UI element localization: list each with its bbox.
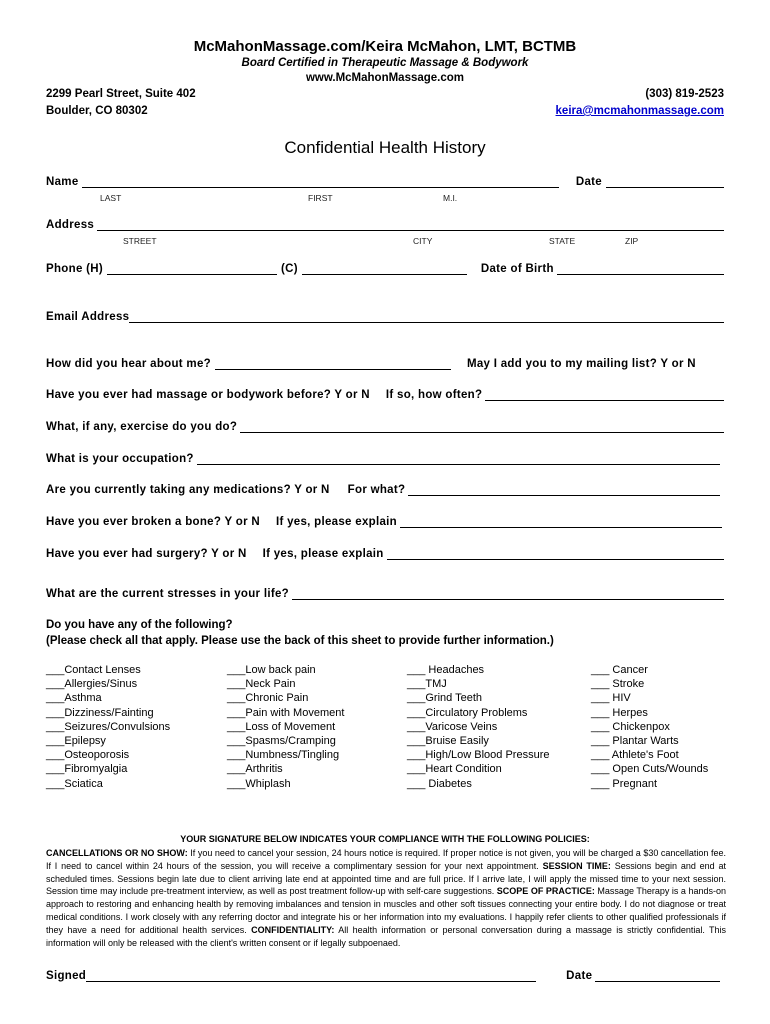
session-policy-text: Sessions begin and end at scheduled times. Sessions begin late due to client arriving late end at appointed time and are full price. If I arrive late, I will apply the missed time to your next session. Session time may include pre-treatment interview, as well as post treatment follow-up with self-care suggestions. — [46, 860, 726, 897]
address-sub-city: CITY — [413, 236, 433, 246]
signature-date-label: Date — [566, 970, 593, 982]
how-often-field[interactable] — [485, 389, 724, 401]
mailing-question: May I add you to my mailing list? Y or N — [466, 358, 696, 370]
signed-label: Signed — [46, 970, 87, 982]
phone-cell-label: (C) — [281, 263, 298, 275]
confidentiality-policy-text: All health information or personal conversation during a massage is strictly confidential. This information will only be released with the client's written consent or if legally subpoenaed. — [46, 924, 726, 948]
condition-checkbox[interactable]: ___ HIV — [591, 692, 631, 705]
conditions-column-3 — [407, 663, 549, 791]
name-label: Name — [46, 176, 79, 188]
exercise-label: What, if any, exercise do you do? — [46, 421, 238, 433]
condition-checkbox[interactable]: ___Asthma — [46, 692, 102, 705]
email-label: Email Address — [46, 311, 130, 323]
scope-policy-label: SCOPE OF PRACTICE: — [496, 886, 595, 897]
city-address: Boulder, CO 80302 — [46, 105, 148, 117]
address-sub-zip: ZIP — [625, 236, 639, 246]
condition-checkbox[interactable]: ___TMJ — [407, 678, 447, 691]
conditions-column-4 — [591, 663, 708, 791]
occupation-label: What is your occupation? — [46, 453, 194, 465]
condition-checkbox[interactable]: ___ Chickenpox — [591, 720, 670, 733]
name-sub-first: FIRST — [308, 193, 333, 203]
condition-checkbox[interactable]: ___ Headaches — [407, 664, 485, 676]
surgery-explain-field[interactable] — [387, 548, 724, 560]
stresses-field[interactable] — [292, 588, 724, 600]
name-row — [46, 176, 724, 188]
name-sub-last: LAST — [100, 193, 122, 203]
condition-checkbox[interactable]: ___ Cancer — [591, 664, 648, 676]
phone-cell-field[interactable] — [302, 263, 467, 275]
confidentiality-policy-label: CONFIDENTIALITY: — [251, 924, 335, 935]
stresses-label: What are the current stresses in your life? — [46, 588, 289, 600]
dob-field[interactable] — [557, 263, 724, 275]
policies-text — [46, 847, 726, 949]
condition-checkbox[interactable]: ___ Stroke — [591, 678, 645, 691]
email-row — [46, 311, 724, 323]
broken-explain-field[interactable] — [400, 516, 722, 528]
practice-title: McMahonMassage.com/Keira McMahon, LMT, BCTMB — [193, 38, 577, 55]
condition-checkbox[interactable]: ___ Plantar Warts — [591, 735, 679, 748]
cancel-policy-text: If you need to cancel your session, 24 hours notice is required. If proper notice is not given, you will be charged a $30 cancellation fee. If I need to cancel within 24 hours of the session, you will receive a complimentary session for your next appointment. — [46, 848, 726, 871]
for-what-field[interactable] — [408, 484, 720, 496]
condition-checkbox[interactable]: ___Varicose Veins — [407, 720, 498, 733]
condition-checkbox[interactable]: ___Dizziness/Fainting — [46, 706, 154, 719]
cancel-policy-label: CANCELLATIONS OR NO SHOW: — [46, 848, 188, 858]
signature-date-field[interactable] — [595, 970, 720, 982]
condition-checkbox[interactable]: ___Osteoporosis — [46, 749, 130, 762]
practice-email-link[interactable]: keira@mcmahonmassage.com — [555, 105, 724, 117]
condition-checkbox[interactable]: ___Loss of Movement — [227, 720, 336, 733]
condition-checkbox[interactable]: ___Grind Teeth — [407, 692, 483, 705]
conditions-question: Do you have any of the following? — [46, 619, 233, 631]
policies-heading: YOUR SIGNATURE BELOW INDICATES YOUR COMPLIANCE WITH THE FOLLOWING POLICIES: — [180, 834, 590, 844]
date-field[interactable] — [606, 176, 724, 188]
street-address: 2299 Pearl Street, Suite 402 — [46, 88, 196, 100]
condition-checkbox[interactable]: ___ Open Cuts/Wounds — [591, 763, 709, 776]
condition-checkbox[interactable]: ___Epilepsy — [46, 735, 106, 748]
condition-checkbox[interactable]: ___Spasms/Cramping — [227, 735, 336, 748]
stresses-row — [46, 588, 724, 600]
practice-website: www.McMahonMassage.com — [305, 72, 465, 84]
signature-field[interactable] — [86, 970, 536, 982]
condition-checkbox[interactable]: ___Numbness/Tingling — [227, 749, 340, 762]
conditions-instruction: (Please check all that apply. Please use the back of this sheet to provide further information.) — [46, 635, 554, 647]
condition-checkbox[interactable]: ___ Herpes — [591, 706, 648, 719]
conditions-column-1 — [46, 663, 170, 791]
phone-home-label: Phone (H) — [46, 263, 103, 275]
broken-bone-label: Have you ever broken a bone? Y or N — [46, 516, 260, 528]
condition-checkbox[interactable]: ___Bruise Easily — [407, 735, 489, 748]
condition-checkbox[interactable]: ___Heart Condition — [407, 763, 502, 776]
hear-label: How did you hear about me? — [46, 358, 211, 370]
practice-subtitle: Board Certified in Therapeutic Massage & Bodywork — [241, 57, 529, 69]
name-sub-mi: M.I. — [443, 193, 458, 203]
condition-checkbox[interactable]: ___ Athlete's Foot — [591, 749, 679, 762]
condition-checkbox[interactable]: ___Arthritis — [227, 763, 283, 776]
broken-explain-label: If yes, please explain — [275, 516, 397, 528]
dob-label: Date of Birth — [480, 263, 554, 275]
condition-checkbox[interactable]: ___Pain with Movement — [227, 706, 345, 719]
hear-field[interactable] — [215, 358, 451, 370]
session-policy-label: SESSION TIME: — [542, 860, 611, 871]
address-row — [46, 219, 724, 231]
medications-row — [46, 484, 720, 496]
surgery-explain-label: If yes, please explain — [262, 548, 384, 560]
condition-checkbox[interactable]: ___High/Low Blood Pressure — [407, 749, 550, 762]
condition-checkbox[interactable]: ___Sciatica — [46, 777, 103, 790]
condition-checkbox[interactable]: ___ Diabetes — [407, 777, 472, 790]
condition-checkbox[interactable]: ___Chronic Pain — [227, 692, 309, 705]
surgery-label: Have you ever had surgery? Y or N — [46, 548, 247, 560]
medications-label: Are you currently taking any medications? Y or N — [46, 484, 330, 496]
practice-phone: (303) 819-2523 — [645, 88, 724, 100]
address-field[interactable] — [97, 219, 724, 231]
condition-checkbox[interactable]: ___Fibromyalgia — [46, 763, 128, 776]
form-title: Confidential Health History — [284, 138, 486, 157]
surgery-row — [46, 548, 724, 560]
email-field[interactable] — [129, 311, 724, 323]
massage-before-label: Have you ever had massage or bodywork before? Y or N — [46, 389, 370, 401]
how-often-label: If so, how often? — [385, 389, 483, 401]
occupation-field[interactable] — [197, 453, 720, 465]
address-label: Address — [46, 219, 95, 231]
conditions-column-2 — [227, 663, 344, 791]
condition-checkbox[interactable]: ___Whiplash — [227, 777, 291, 790]
address-sub-state: STATE — [549, 236, 576, 246]
for-what-label: For what? — [347, 484, 406, 496]
condition-checkbox[interactable]: ___Allergies/Sinus — [46, 678, 138, 691]
scope-policy-text: Massage Therapy is a hands-on approach to restoring and enhancing health by removing imbalances and tension in muscles and other soft tissues connecting your entire body. I do not diagnose or treat medical conditions. I work closely with any referring doctor and integrate his or her information into my evaluations. I happily refer clients to other qualified professionals if they have a need for additional health services. — [46, 886, 726, 935]
occupation-row — [46, 453, 720, 465]
date-label: Date — [575, 176, 602, 188]
condition-checkbox[interactable]: ___Neck Pain — [227, 678, 296, 691]
massage-before-row — [46, 389, 724, 401]
condition-checkbox[interactable]: ___ Pregnant — [591, 777, 658, 790]
exercise-row — [46, 421, 724, 433]
broken-bone-row — [46, 516, 722, 528]
signature-row — [46, 970, 724, 982]
hear-row — [46, 358, 724, 370]
condition-checkbox[interactable]: ___Seizures/Convulsions — [46, 720, 171, 733]
phone-row — [46, 263, 724, 275]
condition-checkbox[interactable]: ___Circulatory Problems — [407, 706, 528, 719]
exercise-field[interactable] — [240, 421, 724, 433]
address-sub-street: STREET — [123, 236, 157, 246]
phone-home-field[interactable] — [107, 263, 277, 275]
condition-checkbox[interactable]: ___Low back pain — [227, 664, 316, 676]
name-field[interactable] — [82, 176, 559, 188]
condition-checkbox[interactable]: ___Contact Lenses — [46, 664, 141, 676]
